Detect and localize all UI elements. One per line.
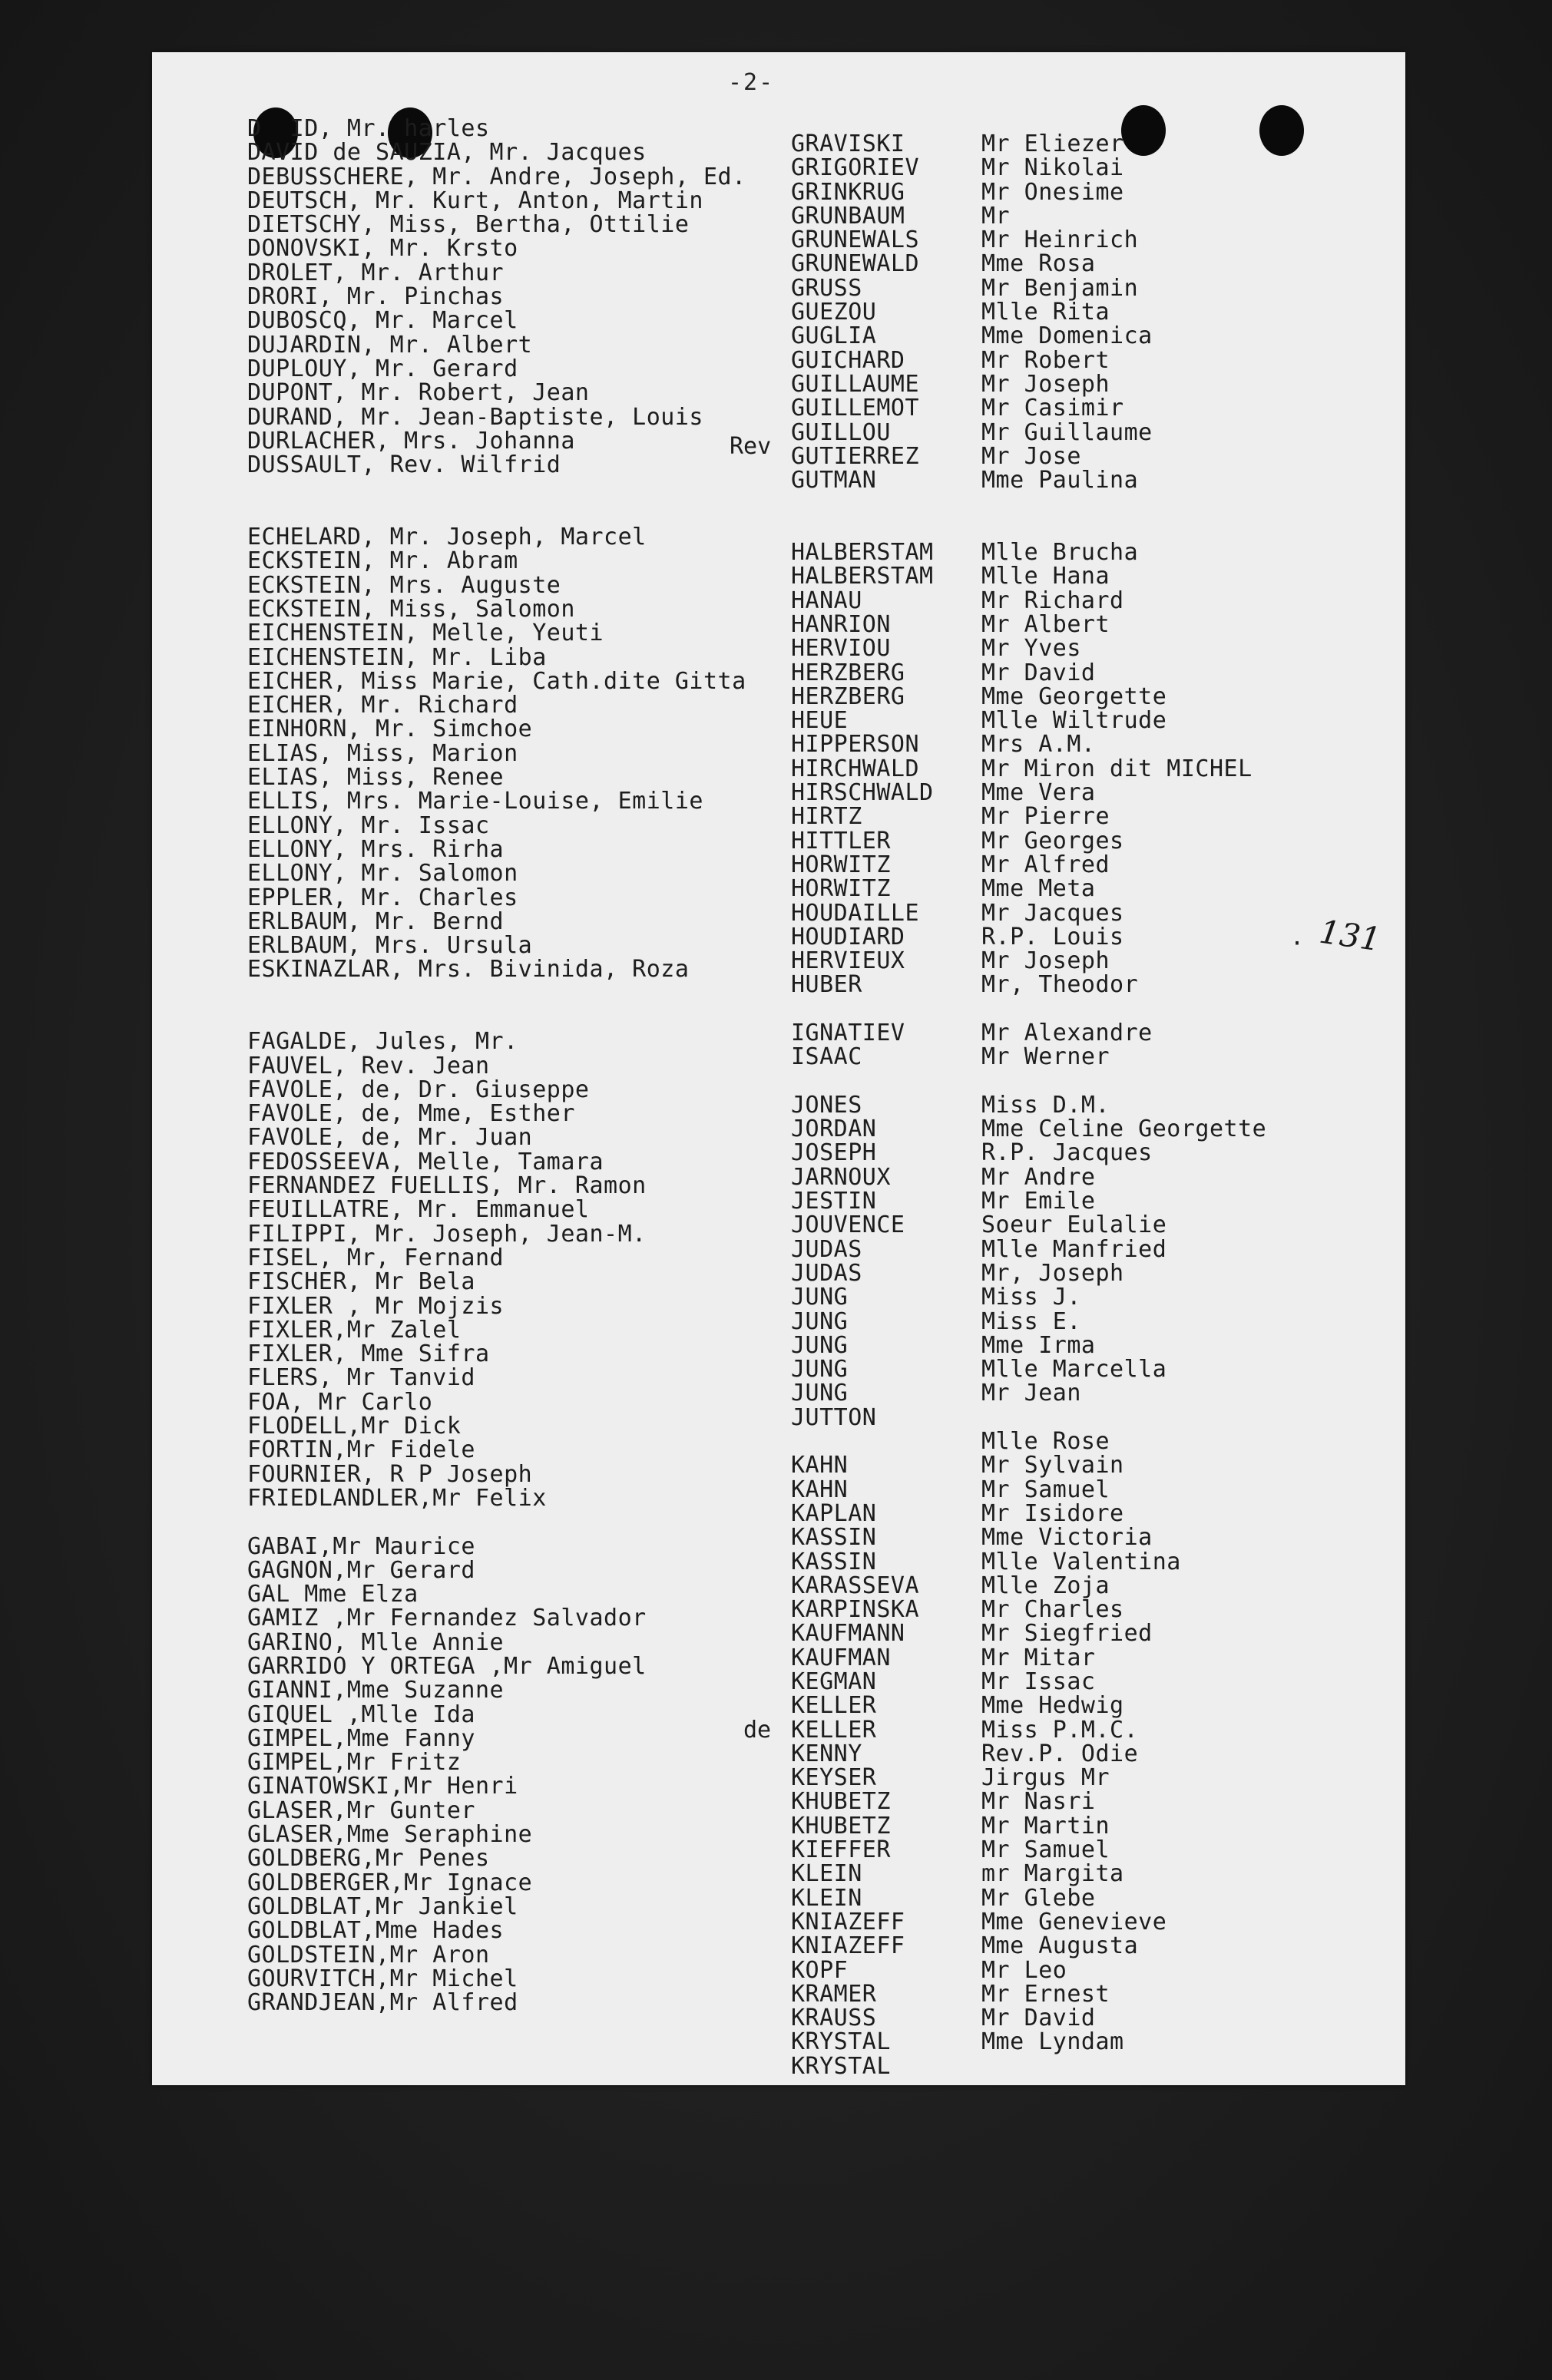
list-entry: FOURNIER, R P Joseph bbox=[247, 1460, 533, 1488]
list-entry: DRORI, Mr. Pinchas bbox=[247, 283, 505, 311]
surname-entry: KAUFMANN bbox=[791, 1620, 905, 1648]
surname-entry: KASSIN bbox=[791, 1548, 877, 1575]
de-prefix: de bbox=[743, 1717, 772, 1744]
folio-dot: · bbox=[1290, 931, 1305, 957]
given-name-entry: Mr Georges bbox=[981, 827, 1124, 854]
surname-entry: GRINKRUG bbox=[791, 178, 905, 206]
given-name-entry: Mr Martin bbox=[981, 1812, 1110, 1840]
given-name-entry: Mr Andre bbox=[981, 1163, 1096, 1191]
list-entry bbox=[247, 477, 746, 501]
list-entry: FAVOLE, de, Dr. Giuseppe bbox=[247, 1076, 590, 1103]
surname-entry: KEGMAN bbox=[791, 1668, 877, 1695]
list-entry: FIXLER, Mme Sifra bbox=[247, 1340, 490, 1368]
given-name-entry: Mr Joseph bbox=[981, 947, 1110, 975]
list-entry: ECHELARD, Mr. Joseph, Marcel bbox=[247, 524, 647, 551]
surname-entry: KAHN bbox=[791, 1476, 849, 1503]
given-name-entry: Mr Casimir bbox=[981, 395, 1124, 422]
surname-entry: HERVIOU bbox=[791, 635, 891, 663]
surname-entry: GUTIERREZ bbox=[791, 442, 920, 470]
given-name-entry: Mr bbox=[981, 202, 1011, 230]
given-name-entry: Soeur Eulalie bbox=[981, 1211, 1167, 1239]
list-entry: GIMPEL,Mme Fanny bbox=[247, 1724, 475, 1752]
list-entry: DEUTSCH, Mr. Kurt, Anton, Martin bbox=[247, 187, 703, 214]
given-name-entry: Mr Yves bbox=[981, 635, 1081, 663]
list-entry: FISCHER, Mr Bela bbox=[247, 1268, 475, 1296]
list-entry: FRIEDLANDLER,Mr Felix bbox=[247, 1484, 547, 1512]
surname-entry: HIRTZ bbox=[791, 803, 862, 831]
surname-entry: JARNOUX bbox=[791, 1163, 891, 1191]
folio-number: 131 bbox=[1316, 912, 1384, 959]
surname-entry: GRUNBAUM bbox=[791, 202, 905, 230]
list-entry: FAUVEL, Rev. Jean bbox=[247, 1052, 490, 1079]
list-entry: GAL Mme Elza bbox=[247, 1581, 419, 1608]
given-name-entry: Mme Paulina bbox=[981, 467, 1139, 494]
given-name-entry: R.P. Jacques bbox=[981, 1139, 1153, 1167]
given-name-entry: Mr Sylvain bbox=[981, 1452, 1124, 1479]
given-name-entry: Miss E. bbox=[981, 1307, 1081, 1335]
list-entry: FAVOLE, de, Mr. Juan bbox=[247, 1124, 533, 1152]
given-name-entry: Mr Alexandre bbox=[981, 1019, 1153, 1046]
surname-entry: KLEIN bbox=[791, 1860, 862, 1888]
given-name-entry: Miss P.M.C. bbox=[981, 1716, 1139, 1744]
list-entry: GAGNON,Mr Gerard bbox=[247, 1556, 475, 1584]
list-entry: DAVID de SAUZIA, Mr. Jacques bbox=[247, 139, 647, 167]
given-name-entry: Mme Irma bbox=[981, 1331, 1096, 1359]
list-entry: FEDOSSEEVA, Melle, Tamara bbox=[247, 1148, 604, 1175]
surname-entry: KOPF bbox=[791, 1956, 849, 1984]
list-entry bbox=[247, 1006, 746, 1030]
list-entry: FEUILLATRE, Mr. Emmanuel bbox=[247, 1196, 590, 1224]
list-entry: EICHENSTEIN, Mr. Liba bbox=[247, 643, 547, 671]
given-name-entry: Mr, Joseph bbox=[981, 1259, 1124, 1287]
surname-entry: HUBER bbox=[791, 971, 862, 999]
given-name-entry: Mr Eliezer bbox=[981, 131, 1124, 157]
surname-entry: KARASSEVA bbox=[791, 1572, 920, 1599]
given-name-entry: Mr Benjamin bbox=[981, 274, 1139, 302]
given-name-entry: R.P. Louis bbox=[981, 923, 1124, 950]
surname-entry: KLEIN bbox=[791, 1884, 862, 1912]
list-entry: ESKINAZLAR, Mrs. Bivinida, Roza bbox=[247, 956, 690, 983]
given-name-entry: mr Margita bbox=[981, 1860, 1124, 1888]
list-entry: EPPLER, Mr. Charles bbox=[247, 884, 518, 911]
surname-entry: HALBERSTAM bbox=[791, 563, 934, 590]
surname-entry bbox=[791, 1430, 934, 1453]
list-entry: ELLONY, Mr. Salomon bbox=[247, 860, 518, 888]
surname-entry: KELLER bbox=[791, 1716, 877, 1744]
given-name-entry: Mme Victoria bbox=[981, 1524, 1153, 1552]
surname-entry: JUDAS bbox=[791, 1259, 862, 1287]
surname-entry: HIRCHWALD bbox=[791, 755, 920, 782]
given-name-entry bbox=[981, 492, 1266, 516]
list-entry: DIETSCHY, Miss, Bertha, Ottilie bbox=[247, 211, 690, 239]
list-entry: GIANNI,Mme Suzanne bbox=[247, 1677, 505, 1704]
surname-entry: KIEFFER bbox=[791, 1836, 891, 1864]
surname-entry: GUEZOU bbox=[791, 299, 877, 326]
list-entry: FIXLER , Mr Mojzis bbox=[247, 1292, 505, 1320]
surname-entry: HOUDIARD bbox=[791, 923, 905, 950]
list-entry bbox=[247, 1510, 746, 1534]
given-name-entry: Mme Georgette bbox=[981, 683, 1167, 710]
list-entry: ERLBAUM, Mr. Bernd bbox=[247, 907, 505, 935]
list-entry: FISEL, Mr, Fernand bbox=[247, 1244, 505, 1271]
surname-entry: HALBERSTAM bbox=[791, 539, 934, 567]
list-entry: FOA, Mr Carlo bbox=[247, 1388, 433, 1416]
surname-entry: KAPLAN bbox=[791, 1499, 877, 1527]
surname-entry: KHUBETZ bbox=[791, 1812, 891, 1840]
list-entry: GAMIZ ,Mr Fernandez Salvador bbox=[247, 1605, 647, 1632]
given-name-entry: Mme Augusta bbox=[981, 1932, 1139, 1960]
surname-entry: KARPINSKA bbox=[791, 1596, 920, 1624]
surname-entry: JESTIN bbox=[791, 1188, 877, 1215]
given-name-entry: Mme Hedwig bbox=[981, 1692, 1124, 1720]
given-name-entry: Rev.P. Odie bbox=[981, 1740, 1139, 1767]
surname-list-left bbox=[247, 117, 746, 2015]
given-name-entry: Mr Jacques bbox=[981, 899, 1124, 927]
surname-entry: GRAVISKI bbox=[791, 131, 905, 157]
given-name-entry: Mr Joseph bbox=[981, 370, 1110, 398]
given-name-entry: Mrs A.M. bbox=[981, 731, 1096, 759]
list-entry: DUSSAULT, Rev. Wilfrid bbox=[247, 451, 561, 479]
surname-entry: IGNATIEV bbox=[791, 1019, 905, 1046]
given-name-entry: Mme Domenica bbox=[981, 322, 1153, 350]
surname-entry: KEYSER bbox=[791, 1764, 877, 1792]
given-name-entry: Miss D.M. bbox=[981, 1091, 1110, 1119]
surname-entry: HIRSCHWALD bbox=[791, 779, 934, 807]
given-name-entry: Mr Samuel bbox=[981, 1836, 1110, 1864]
surname-entry: JUNG bbox=[791, 1356, 849, 1383]
list-entry: GARRIDO Y ORTEGA ,Mr Amiguel bbox=[247, 1653, 647, 1680]
given-name-entry: Mme Celine Georgette bbox=[981, 1116, 1267, 1143]
given-name-entry: Mr Werner bbox=[981, 1043, 1110, 1071]
given-name-entry: Miss J. bbox=[981, 1284, 1081, 1311]
list-entry: FILIPPI, Mr. Joseph, Jean-M. bbox=[247, 1220, 647, 1248]
surname-entry: HORWITZ bbox=[791, 851, 891, 878]
surname-entry: JUNG bbox=[791, 1331, 849, 1359]
list-entry: GLASER,Mr Gunter bbox=[247, 1797, 475, 1824]
surname-entry: KRAUSS bbox=[791, 2005, 877, 2032]
surname-entry: KENNY bbox=[791, 1740, 862, 1767]
surname-entry: JUNG bbox=[791, 1380, 849, 1407]
surname-entry: HANRION bbox=[791, 610, 891, 638]
surname-entry: KNIAZEFF bbox=[791, 1932, 905, 1960]
given-name-entry: Mme Vera bbox=[981, 779, 1096, 807]
surname-entry: JOSEPH bbox=[791, 1139, 877, 1167]
surname-entry: KASSIN bbox=[791, 1524, 877, 1552]
given-name-entry: Mme Lyndam bbox=[981, 2028, 1124, 2056]
given-name-entry: Jirgus Mr bbox=[981, 1764, 1110, 1792]
surname-entry: KNIAZEFF bbox=[791, 1908, 905, 1935]
list-entry: DURLACHER, Mrs. Johanna bbox=[247, 427, 575, 455]
given-name-entry: Mlle Wiltrude bbox=[981, 707, 1167, 735]
surname-entry: GUILLAUME bbox=[791, 370, 920, 398]
list-entry bbox=[247, 982, 746, 1006]
given-name-entry: Mme Rosa bbox=[981, 250, 1096, 278]
list-entry: FAVOLE, de, Mme, Esther bbox=[247, 1100, 575, 1128]
page-number: -2- bbox=[728, 69, 775, 96]
given-name-entry: Mr Guillaume bbox=[981, 418, 1153, 446]
list-entry: ELIAS, Miss, Renee bbox=[247, 764, 505, 792]
given-name-entry: Mr Miron dit MICHEL bbox=[981, 755, 1253, 782]
surname-entry: GRUNEWALS bbox=[791, 226, 920, 254]
given-name-entry: Mlle Rita bbox=[981, 299, 1110, 326]
given-name-entry: Mme Meta bbox=[981, 875, 1096, 903]
list-entry: ELIAS, Miss, Marion bbox=[247, 739, 518, 767]
list-entry: FERNANDEZ FUELLIS, Mr. Ramon bbox=[247, 1172, 647, 1200]
given-name-entry bbox=[981, 1069, 1266, 1093]
surname-entry: GRUSS bbox=[791, 274, 862, 302]
surname-entry: GRIGORIEV bbox=[791, 154, 920, 182]
list-entry: GINATOWSKI,Mr Henri bbox=[247, 1773, 518, 1800]
surname-entry: HERZBERG bbox=[791, 659, 905, 686]
list-entry: DROLET, Mr. Arthur bbox=[247, 259, 505, 286]
list-entry: DEBUSSCHERE, Mr. Andre, Joseph, Ed. bbox=[247, 163, 746, 190]
list-entry: DONOVSKI, Mr. Krsto bbox=[247, 235, 518, 263]
list-entry: ECKSTEIN, Mr. Abram bbox=[247, 547, 518, 575]
surname-entry: HERVIEUX bbox=[791, 947, 905, 975]
surname-entry: KHUBETZ bbox=[791, 1788, 891, 1816]
given-name-entry: Mlle Rose bbox=[981, 1428, 1110, 1456]
surname-entry: HORWITZ bbox=[791, 875, 891, 903]
surname-entry: JORDAN bbox=[791, 1116, 877, 1143]
given-name-entry: Mr Nikolai bbox=[981, 154, 1124, 182]
surname-entry: GUTMAN bbox=[791, 467, 877, 494]
given-name-entry: Mr Mitar bbox=[981, 1644, 1096, 1671]
list-entry: DUJARDIN, Mr. Albert bbox=[247, 331, 533, 359]
given-name-entry: Mr Charles bbox=[981, 1596, 1124, 1624]
list-entry: ELLONY, Mr. Issac bbox=[247, 812, 490, 839]
surname-entry bbox=[791, 492, 934, 516]
list-entry: GRANDJEAN,Mr Alfred bbox=[247, 1989, 518, 2017]
list-entry: FIXLER,Mr Zalel bbox=[247, 1316, 462, 1344]
given-name-entry: Mr Pierre bbox=[981, 803, 1110, 831]
given-name-entry: Mr Onesime bbox=[981, 178, 1124, 206]
surname-entry: KRYSTAL bbox=[791, 2052, 891, 2080]
list-entry: FLODELL,Mr Dick bbox=[247, 1413, 462, 1440]
list-entry: FORTIN,Mr Fidele bbox=[247, 1436, 475, 1464]
given-name-entry: Mr Jose bbox=[981, 442, 1081, 470]
list-entry: GOURVITCH,Mr Michel bbox=[247, 1965, 518, 1992]
given-name-entry: Mr Emile bbox=[981, 1188, 1096, 1215]
surname-entry: KAUFMAN bbox=[791, 1644, 891, 1671]
given-name-entry: Mlle Brucha bbox=[981, 539, 1139, 567]
surname-entry: JOUVENCE bbox=[791, 1211, 905, 1239]
given-name-entry: Mr Richard bbox=[981, 587, 1124, 614]
given-name-entry: Mr Isidore bbox=[981, 1499, 1124, 1527]
list-entry: DUPONT, Mr. Robert, Jean bbox=[247, 379, 590, 407]
given-name-entry: Mr Siegfried bbox=[981, 1620, 1153, 1648]
list-entry: GARINO, Mlle Annie bbox=[247, 1628, 505, 1656]
given-name-entry: Mme Genevieve bbox=[981, 1908, 1167, 1935]
list-entry: GOLDSTEIN,Mr Aron bbox=[247, 1941, 490, 1968]
surname-entry: KRAMER bbox=[791, 1980, 877, 2008]
surname-entry: JUNG bbox=[791, 1307, 849, 1335]
rev-annotation: Rev bbox=[730, 433, 772, 460]
list-entry: ECKSTEIN, Mrs. Auguste bbox=[247, 571, 561, 599]
given-name-entry: Mr Glebe bbox=[981, 1884, 1096, 1912]
list-entry: GABAI,Mr Maurice bbox=[247, 1532, 475, 1560]
list-entry: EICHER, Mr. Richard bbox=[247, 692, 518, 719]
given-name-entry: Mr Nasri bbox=[981, 1788, 1096, 1816]
surname-entry: HEUE bbox=[791, 707, 849, 735]
given-name-entry: Mr Ernest bbox=[981, 1980, 1110, 2008]
surname-entry bbox=[791, 997, 934, 1021]
list-entry: FAGALDE, Jules, Mr. bbox=[247, 1028, 518, 1056]
list-entry: ECKSTEIN, Miss, Salomon bbox=[247, 595, 575, 623]
given-name-entry: Mr Alfred bbox=[981, 851, 1110, 878]
given-name-entry: Mlle Marcella bbox=[981, 1356, 1167, 1383]
list-entry: DURAND, Mr. Jean-Baptiste, Louis bbox=[247, 403, 703, 431]
given-name-entry bbox=[981, 517, 1266, 540]
surname-entry: KELLER bbox=[791, 1692, 877, 1720]
surname-entry: JONES bbox=[791, 1091, 862, 1119]
given-name-entry: Mr Robert bbox=[981, 346, 1110, 374]
list-entry: ELLIS, Mrs. Marie-Louise, Emilie bbox=[247, 788, 703, 815]
surname-entry: GUGLIA bbox=[791, 322, 877, 350]
surname-entry: KRYSTAL bbox=[791, 2028, 891, 2056]
given-name-entry bbox=[981, 997, 1266, 1021]
surname-entry: HANAU bbox=[791, 587, 862, 614]
surname-entry: HOUDAILLE bbox=[791, 899, 920, 927]
surname-entry: ISAAC bbox=[791, 1043, 862, 1071]
list-entry: ERLBAUM, Mrs. Ursula bbox=[247, 932, 533, 960]
surname-entry: HIPPERSON bbox=[791, 731, 920, 759]
list-entry: EICHENSTEIN, Melle, Yeuti bbox=[247, 620, 604, 647]
list-entry: GIMPEL,Mr Fritz bbox=[247, 1749, 462, 1777]
list-entry: GOLDBERGER,Mr Ignace bbox=[247, 1869, 533, 1896]
list-entry: EINHORN, Mr. Simchoe bbox=[247, 716, 533, 743]
surname-entry: JUNG bbox=[791, 1284, 849, 1311]
given-name-entry: Mlle Manfried bbox=[981, 1235, 1167, 1263]
given-name-entry: Mr David bbox=[981, 2005, 1096, 2032]
surname-entry: HERZBERG bbox=[791, 683, 905, 710]
surname-entry bbox=[791, 1069, 934, 1093]
given-name-entry: Mr Leo bbox=[981, 1956, 1067, 1984]
given-name-entry: Mr Jean bbox=[981, 1380, 1081, 1407]
given-name-entry: Mr Samuel bbox=[981, 1476, 1110, 1503]
given-name-entry: Mr Issac bbox=[981, 1668, 1096, 1695]
list-entry: GOLDBLAT,Mme Hades bbox=[247, 1917, 505, 1945]
list-entry: D ID, Mr. harles bbox=[247, 115, 490, 142]
list-entry: DUPLOUY, Mr. Gerard bbox=[247, 355, 518, 382]
given-name-entry: Mlle Zoja bbox=[981, 1572, 1110, 1599]
list-entry: GOLDBLAT,Mr Jankiel bbox=[247, 1892, 518, 1920]
surname-list-middle bbox=[791, 132, 934, 2078]
given-name-entry: Mr, Theodor bbox=[981, 971, 1139, 999]
surname-entry: GUILLEMOT bbox=[791, 395, 920, 422]
given-name-entry: Mlle Valentina bbox=[981, 1548, 1181, 1575]
given-name-entry: Mr David bbox=[981, 659, 1096, 686]
given-name-entry: Mr Albert bbox=[981, 610, 1110, 638]
list-entry: GOLDBERG,Mr Penes bbox=[247, 1845, 490, 1873]
list-entry: FLERS, Mr Tanvid bbox=[247, 1364, 475, 1392]
surname-entry: JUTTON bbox=[791, 1403, 877, 1431]
given-name-entry: Mlle Hana bbox=[981, 563, 1110, 590]
surname-entry bbox=[791, 517, 934, 540]
given-name-list-right bbox=[981, 132, 1266, 2054]
surname-entry: KAHN bbox=[791, 1452, 849, 1479]
surname-entry: GRUNEWALD bbox=[791, 250, 920, 278]
given-name-entry bbox=[981, 1406, 1266, 1430]
surname-entry: GUICHARD bbox=[791, 346, 905, 374]
surname-entry: HITTLER bbox=[791, 827, 891, 854]
list-entry: ELLONY, Mrs. Rirha bbox=[247, 835, 505, 863]
list-entry: DUBOSCQ, Mr. Marcel bbox=[247, 307, 518, 335]
given-name-entry: Mr Heinrich bbox=[981, 226, 1139, 254]
list-entry: GIQUEL ,Mlle Ida bbox=[247, 1701, 475, 1728]
surname-entry: GUILLOU bbox=[791, 418, 891, 446]
list-entry bbox=[247, 501, 746, 525]
list-entry: GLASER,Mme Seraphine bbox=[247, 1821, 533, 1849]
surname-entry: JUDAS bbox=[791, 1235, 862, 1263]
list-entry: EICHER, Miss Marie, Cath.dite Gitta bbox=[247, 667, 746, 695]
